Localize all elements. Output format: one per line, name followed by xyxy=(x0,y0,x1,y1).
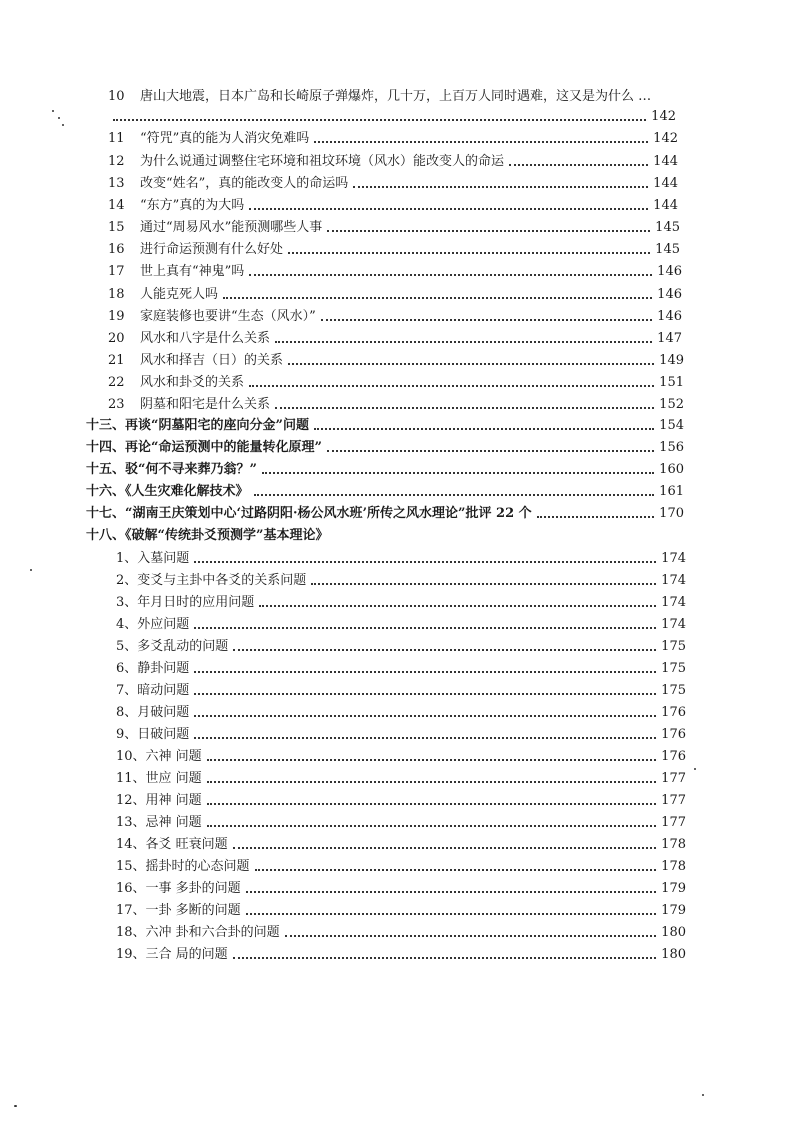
dot-leader xyxy=(233,847,656,849)
toc-entry xyxy=(108,353,684,369)
entry-page: 176 xyxy=(661,727,686,742)
chapter-title: 十八、《破解“传统卦爻预测学”基本理论》 xyxy=(86,528,329,543)
entry-page: 147 xyxy=(657,331,682,346)
scan-speck xyxy=(30,569,32,571)
entry-page: 179 xyxy=(661,881,686,896)
dot-leader xyxy=(113,119,646,121)
entry-number: 10 xyxy=(108,89,125,104)
toc-subentry xyxy=(116,859,686,875)
dot-leader xyxy=(207,825,656,827)
chapter-title: 十五、驳“何不寻来葬乃翁？” xyxy=(86,462,257,477)
dot-leader xyxy=(314,428,654,430)
dot-leader xyxy=(207,781,656,783)
dot-leader xyxy=(194,737,656,739)
entry-page: 175 xyxy=(661,683,686,698)
dot-leader xyxy=(207,759,656,761)
entry-title: 11、世应 问题 xyxy=(116,771,202,786)
entry-page: 154 xyxy=(659,418,684,433)
entry-page: 161 xyxy=(659,484,684,499)
entry-number: 18 xyxy=(108,287,125,302)
toc-subentry xyxy=(116,815,686,831)
scan-speck xyxy=(52,110,54,112)
dot-leader xyxy=(249,208,648,210)
toc-subentry xyxy=(116,639,686,655)
dot-leader xyxy=(321,319,652,321)
dot-leader xyxy=(194,561,656,563)
entry-title: 通过“周易风水”能预测哪些人事 xyxy=(140,220,323,235)
entry-title: 10、六神 问题 xyxy=(116,749,202,764)
entry-page: 146 xyxy=(657,264,682,279)
toc-entry xyxy=(108,220,680,236)
dot-leader xyxy=(246,891,656,893)
toc-entry xyxy=(108,264,682,280)
entry-page: 177 xyxy=(661,771,686,786)
dot-leader xyxy=(262,472,654,474)
entry-title: 2、变爻与主卦中各爻的关系问题 xyxy=(116,573,307,588)
entry-page: 175 xyxy=(661,661,686,676)
entry-page: 174 xyxy=(661,595,686,610)
entry-title: 19、三合 局的问题 xyxy=(116,947,228,962)
entry-page: 177 xyxy=(661,793,686,808)
entry-number: 21 xyxy=(108,353,125,368)
entry-page: 149 xyxy=(659,353,684,368)
dot-leader xyxy=(327,450,654,452)
toc-subentry xyxy=(116,881,686,897)
entry-title: 风水和择吉（日）的关系 xyxy=(140,353,284,368)
dot-leader xyxy=(233,649,656,651)
dot-leader xyxy=(285,935,656,937)
dot-leader xyxy=(288,252,650,254)
entry-title: 16、一事 多卦的问题 xyxy=(116,881,241,896)
entry-title: 12、用神 问题 xyxy=(116,793,202,808)
entry-title: 3、年月日时的应用问题 xyxy=(116,595,255,610)
scan-speck xyxy=(62,124,64,126)
toc-subentry xyxy=(116,925,686,941)
dot-leader xyxy=(255,869,657,871)
toc-chapter xyxy=(86,528,684,544)
toc-subentry xyxy=(116,727,686,743)
toc-entry xyxy=(108,198,678,214)
toc-subentry xyxy=(116,683,686,699)
toc-subentry xyxy=(116,947,686,963)
entry-page: 156 xyxy=(659,440,684,455)
entry-page: 179 xyxy=(661,903,686,918)
entry-title: 13、忌神 问题 xyxy=(116,815,202,830)
toc-chapter xyxy=(86,440,684,456)
dot-leader xyxy=(275,341,652,343)
entry-number: 19 xyxy=(108,309,125,324)
entry-page: 174 xyxy=(661,617,686,632)
entry-number: 17 xyxy=(108,264,125,279)
entry-page: 145 xyxy=(655,242,680,257)
dot-leader xyxy=(254,494,655,496)
entry-title: “东方”真的为大吗 xyxy=(140,198,245,213)
entry-title: 18、六冲 卦和六合卦的问题 xyxy=(116,925,280,940)
entry-page: 152 xyxy=(659,397,684,412)
toc-subentry xyxy=(116,749,686,765)
scan-speck xyxy=(58,117,60,119)
entry-title: 唐山大地震，日本广岛和长崎原子弹爆炸，几十万，上百万人同时遇难，这又是为什么 … xyxy=(140,89,652,104)
dot-leader xyxy=(194,693,656,695)
entry-title: 人能克死人吗 xyxy=(140,287,219,302)
entry-number: 20 xyxy=(108,331,125,346)
entry-title: 5、多爻乱动的问题 xyxy=(116,639,229,654)
toc-subentry xyxy=(116,837,686,853)
toc-chapter xyxy=(86,462,684,478)
chapter-title: 十六、《人生灾难化解技术》 xyxy=(86,484,249,499)
entry-page: 177 xyxy=(661,815,686,830)
toc-subentry xyxy=(116,903,686,919)
entry-title: 4、外应问题 xyxy=(116,617,190,632)
entry-page: 174 xyxy=(661,573,686,588)
toc-entry xyxy=(108,375,684,391)
entry-page: 160 xyxy=(659,462,684,477)
entry-page: 178 xyxy=(661,859,686,874)
entry-title: 风水和卦爻的关系 xyxy=(140,375,245,390)
toc-subentry xyxy=(116,551,686,567)
toc-chapter xyxy=(86,418,684,434)
entry-page: 174 xyxy=(661,551,686,566)
entry-page: 144 xyxy=(653,198,678,213)
dot-leader xyxy=(314,141,648,143)
toc-entry xyxy=(108,309,682,325)
entry-page: 146 xyxy=(657,309,682,324)
dot-leader xyxy=(537,516,654,518)
entry-title: 9、日破问题 xyxy=(116,727,190,742)
entry-page: 144 xyxy=(653,176,678,191)
toc-chapter xyxy=(86,506,684,522)
entry-title: 14、各爻 旺衰问题 xyxy=(116,837,228,852)
entry-page: 175 xyxy=(661,639,686,654)
dot-leader xyxy=(288,363,654,365)
toc-entry xyxy=(108,89,678,105)
dot-leader xyxy=(509,164,648,166)
toc-subentry xyxy=(116,793,686,809)
entry-title: 17、一卦 多断的问题 xyxy=(116,903,241,918)
toc-chapter xyxy=(86,484,684,500)
entry-page: 151 xyxy=(659,375,684,390)
entry-page: 180 xyxy=(661,947,686,962)
entry-page: 170 xyxy=(659,506,684,521)
dot-leader xyxy=(246,913,656,915)
entry-title: 6、静卦问题 xyxy=(116,661,190,676)
entry-number: 16 xyxy=(108,242,125,257)
toc-subentry xyxy=(116,705,686,721)
dot-leader xyxy=(194,627,656,629)
dot-leader xyxy=(249,385,654,387)
entry-page: 144 xyxy=(653,154,678,169)
dot-leader xyxy=(249,274,652,276)
toc-subentry xyxy=(116,771,686,787)
entry-title: 为什么说通过调整住宅环境和祖坟环境（风水）能改变人的命运 xyxy=(140,154,505,169)
dot-leader xyxy=(327,230,650,232)
chapter-title: 十七、“湖南王庆策划中心‘过路阴阳·杨公风水班’所传之风水理论”批评 22 个 xyxy=(86,506,532,521)
dot-leader xyxy=(233,957,656,959)
toc-entry xyxy=(108,331,682,347)
dot-leader xyxy=(223,297,652,299)
dot-leader xyxy=(275,407,654,409)
entry-title: 7、暗动问题 xyxy=(116,683,190,698)
entry-title: 15、摇卦时的心态问题 xyxy=(116,859,250,874)
entry-page: 142 xyxy=(651,109,676,124)
entry-page: 176 xyxy=(661,705,686,720)
toc-entry xyxy=(108,242,680,258)
entry-page: 142 xyxy=(653,131,678,146)
entry-number: 23 xyxy=(108,397,125,412)
toc-entry-continuation xyxy=(108,109,676,125)
entry-title: 世上真有“神鬼”吗 xyxy=(140,264,245,279)
toc-entry xyxy=(108,154,678,170)
toc-entry xyxy=(108,397,684,413)
entry-page: 145 xyxy=(655,220,680,235)
toc-subentry xyxy=(116,617,686,633)
entry-number: 13 xyxy=(108,176,125,191)
entry-number: 11 xyxy=(108,131,125,146)
entry-number: 22 xyxy=(108,375,125,390)
toc-entry xyxy=(108,131,678,147)
dot-leader xyxy=(194,671,656,673)
entry-number: 15 xyxy=(108,220,125,235)
dot-leader xyxy=(311,583,656,585)
entry-number: 12 xyxy=(108,154,125,169)
entry-title: 1、入墓问题 xyxy=(116,551,190,566)
entry-page: 176 xyxy=(661,749,686,764)
toc-entry xyxy=(108,176,678,192)
chapter-title: 十三、再谈“阴墓阳宅的座向分金”问题 xyxy=(86,418,309,433)
entry-page: 180 xyxy=(661,925,686,940)
chapter-title: 十四、再论“命运预测中的能量转化原理” xyxy=(86,440,322,455)
scan-speck xyxy=(14,1105,17,1107)
scan-speck xyxy=(702,1094,704,1096)
toc-subentry xyxy=(116,595,686,611)
entry-page: 146 xyxy=(657,287,682,302)
entry-title: 风水和八字是什么关系 xyxy=(140,331,271,346)
dot-leader xyxy=(353,186,648,188)
toc-subentry xyxy=(116,573,686,589)
entry-title: 阴墓和阳宅是什么关系 xyxy=(140,397,271,412)
entry-title: 8、月破问题 xyxy=(116,705,190,720)
toc-entry xyxy=(108,287,682,303)
entry-title: 改变“姓名”，真的能改变人的命运吗 xyxy=(140,176,349,191)
entry-number: 14 xyxy=(108,198,125,213)
entry-title: 家庭装修也要讲“生态（风水）” xyxy=(140,309,316,324)
scan-speck xyxy=(694,768,696,770)
entry-page: 178 xyxy=(661,837,686,852)
dot-leader xyxy=(207,803,656,805)
entry-title: 进行命运预测有什么好处 xyxy=(140,242,284,257)
entry-title: “符咒”真的能为人消灾免难吗 xyxy=(140,131,310,146)
toc-subentry xyxy=(116,661,686,677)
dot-leader xyxy=(259,605,656,607)
dot-leader xyxy=(194,715,656,717)
